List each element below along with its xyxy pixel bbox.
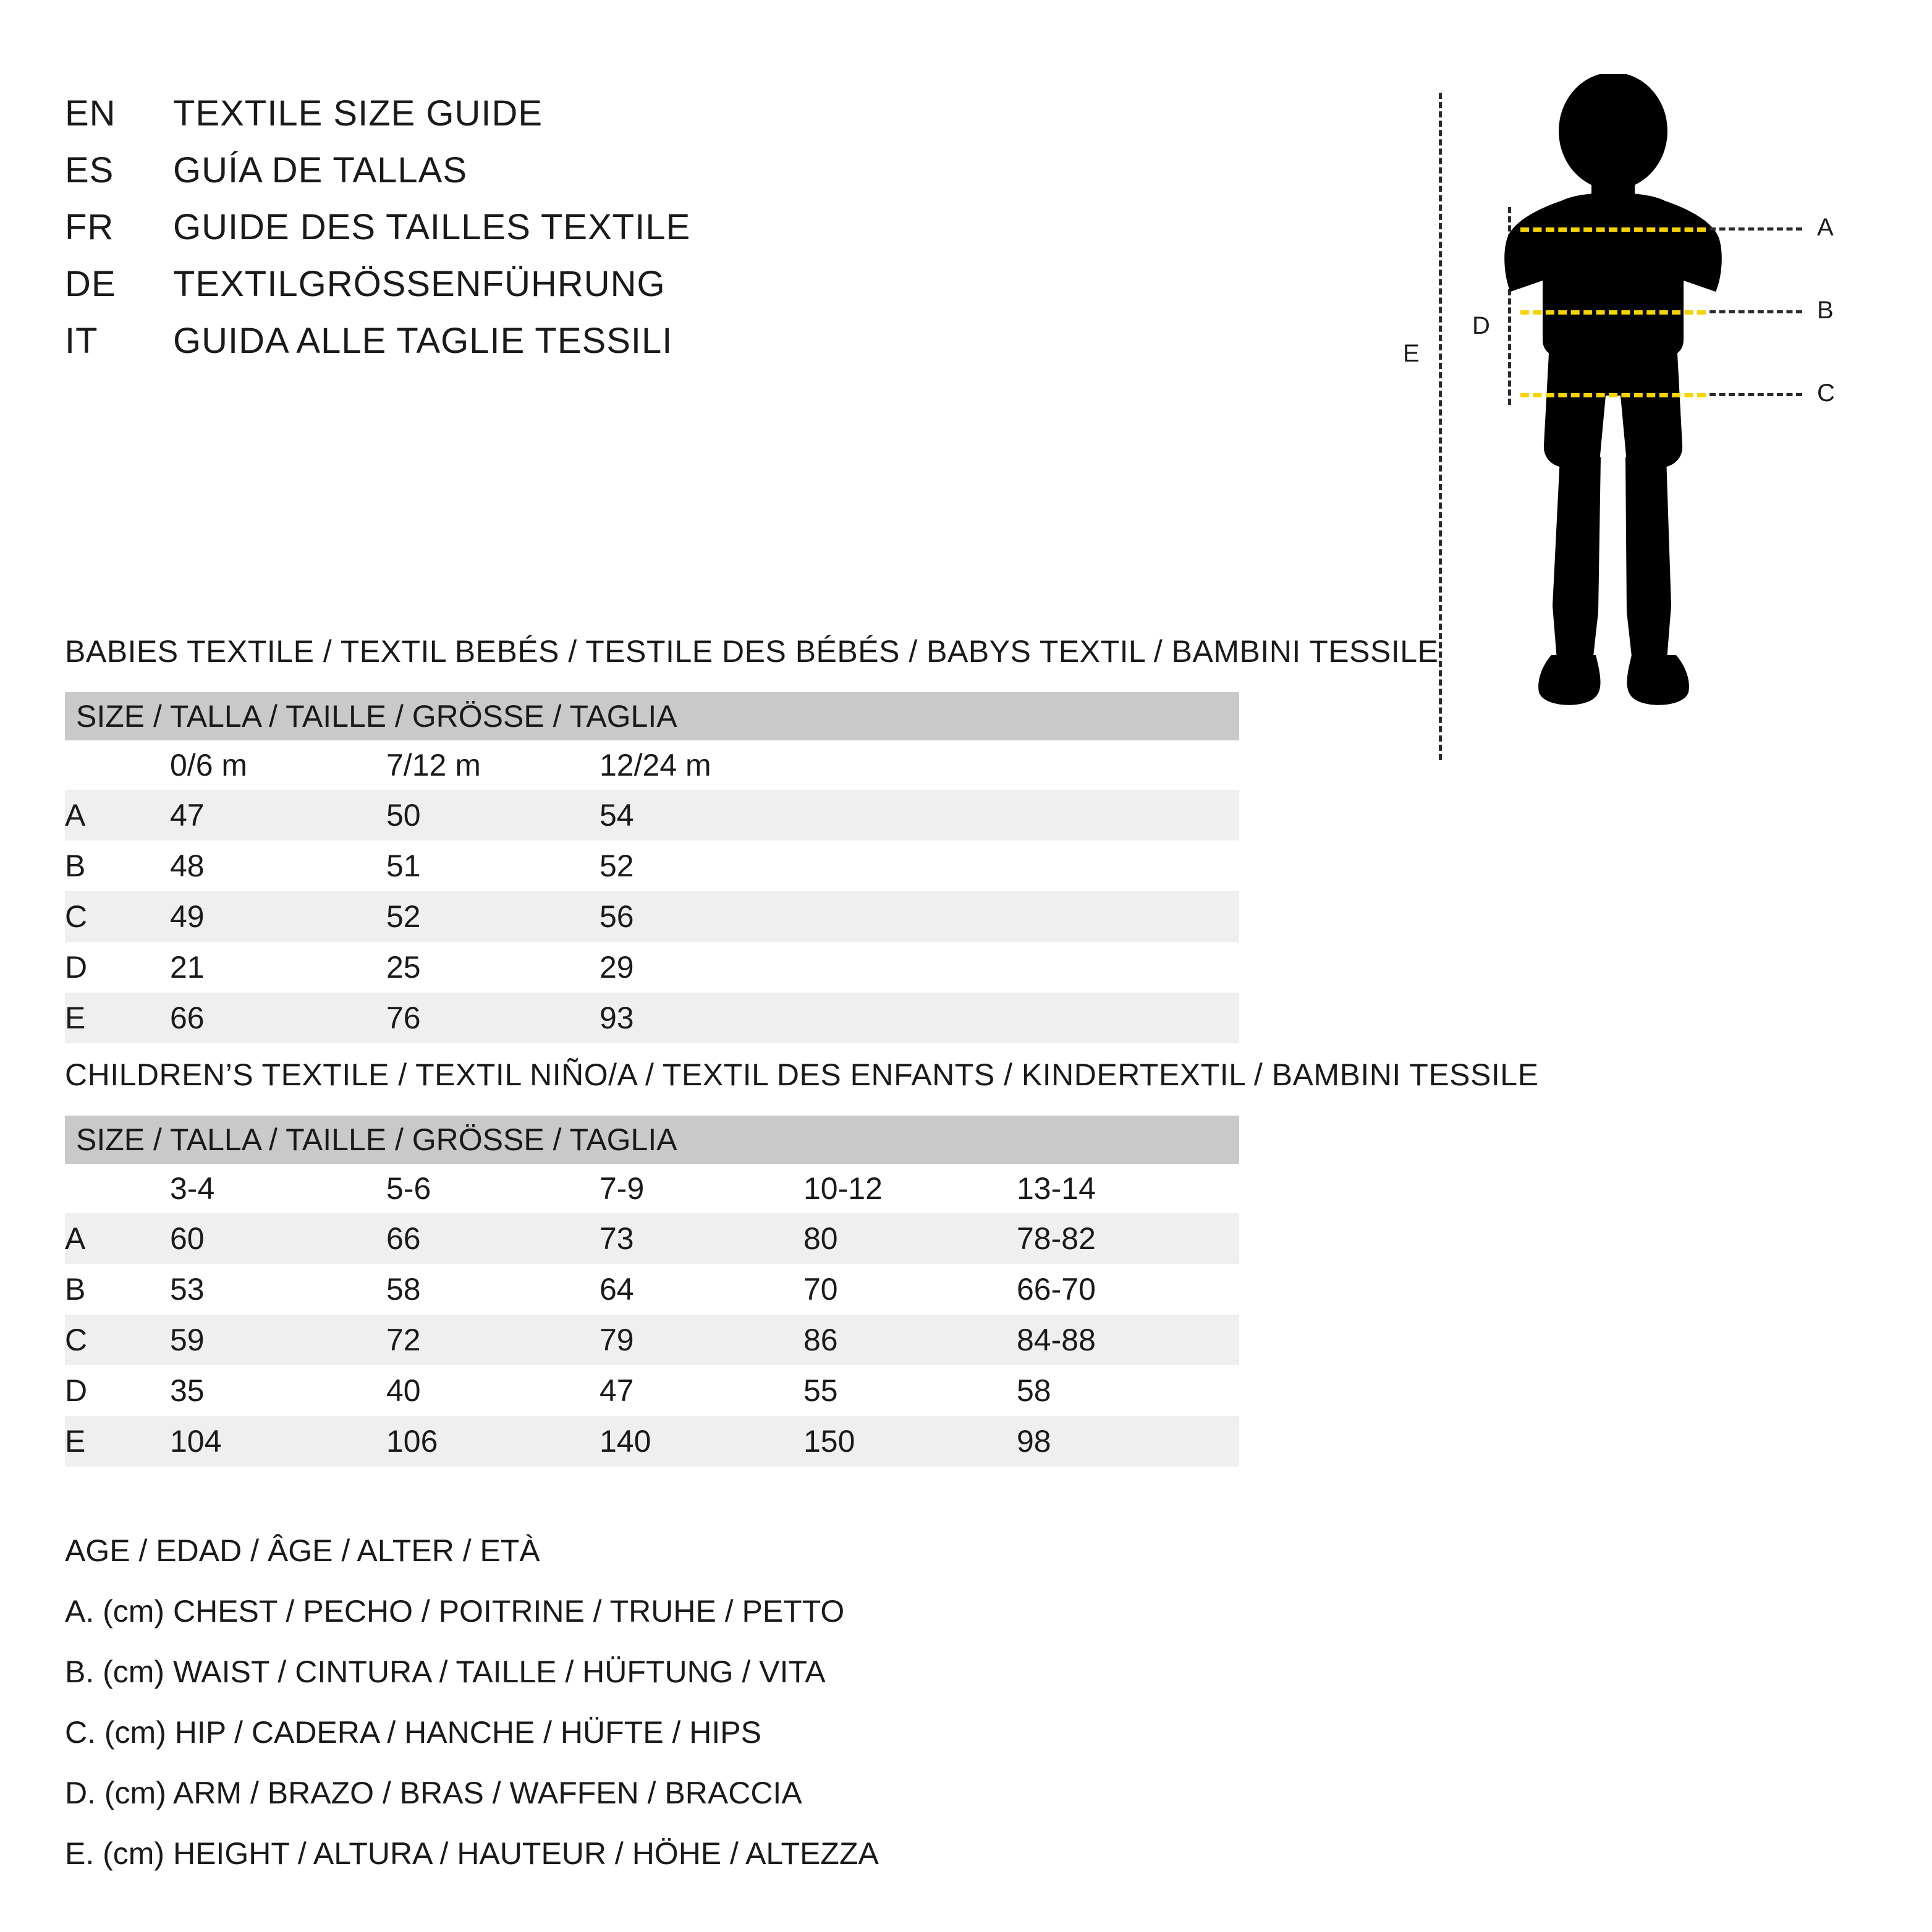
children-size-table — [65, 1116, 1239, 1467]
babies-row-key: E — [65, 993, 170, 1043]
legend-item-d: D. (cm) ARM / BRAZO / BRAS / WAFFEN / BRACCIA — [65, 1776, 802, 1810]
children-column-headers — [65, 1164, 1239, 1213]
babies-cell: 76 — [386, 993, 600, 1043]
babies-cell: 56 — [600, 891, 1239, 942]
children-cell: 60 — [170, 1213, 386, 1264]
babies-row-key: A — [65, 790, 170, 841]
chest-callout-line-a — [1710, 227, 1802, 231]
language-title: TEXTILGRÖSSENFÜHRUNG — [173, 264, 666, 304]
babies-section-title: BABIES TEXTILE / TEXTIL BEBÉS / TESTILE DES BÉBÉS / BABYS TEXTIL / BAMBINI TESSILE — [65, 634, 1439, 669]
children-section-title: CHILDREN’S TEXTILE / TEXTIL NIÑO/A / TEXTIL DES ENFANTS / KINDERTEXTIL / BAMBINI TESSILE — [65, 1057, 1539, 1092]
language-row-fr — [65, 206, 1239, 263]
children-cell: 80 — [803, 1213, 1017, 1264]
figure-label-b: B — [1817, 297, 1834, 324]
babies-cell: 21 — [170, 942, 386, 993]
children-col-1: 5-6 — [386, 1164, 600, 1213]
language-title: TEXTILE SIZE GUIDE — [173, 93, 543, 133]
children-col-2: 7-9 — [600, 1164, 803, 1213]
children-cell: 40 — [386, 1365, 600, 1416]
legend-item-a: A. (cm) CHEST / PECHO / POITRINE / TRUHE / PETTO — [65, 1594, 845, 1629]
hip-guide-line-c — [1520, 393, 1706, 397]
language-code: ES — [65, 150, 114, 190]
children-cell: 47 — [600, 1365, 803, 1416]
babies-size-table — [65, 692, 1239, 1043]
babies-cell: 48 — [170, 841, 386, 891]
children-cell: 59 — [170, 1315, 386, 1365]
figure-label-d: D — [1472, 312, 1490, 339]
table-row — [65, 993, 1239, 1043]
language-title: GUIDA ALLE TAGLIE TESSILI — [173, 321, 673, 361]
children-cell: 150 — [803, 1416, 1017, 1467]
legend-heading: AGE / EDAD / ÂGE / ALTER / ETÀ — [65, 1533, 540, 1568]
babies-table-band — [65, 692, 1239, 740]
children-col-3: 10-12 — [803, 1164, 1017, 1213]
children-corner-cell — [65, 1164, 170, 1213]
figure-label-c: C — [1817, 379, 1835, 407]
legend-item-c: C. (cm) HIP / CADERA / HANCHE / HÜFTE / HIPS — [65, 1715, 761, 1750]
table-row — [65, 1365, 1239, 1416]
children-cell: 73 — [600, 1213, 803, 1264]
babies-cell: 52 — [386, 891, 600, 942]
language-row-de — [65, 263, 1239, 320]
children-cell: 79 — [600, 1315, 803, 1365]
children-row-key: C — [65, 1315, 170, 1365]
language-row-en — [65, 93, 1239, 150]
children-table-band — [65, 1116, 1239, 1164]
babies-row-key: C — [65, 891, 170, 942]
waist-callout-line-b — [1710, 310, 1802, 313]
table-row — [65, 790, 1239, 841]
babies-cell: 54 — [600, 790, 1239, 841]
table-row — [65, 942, 1239, 993]
children-cell: 86 — [803, 1315, 1017, 1365]
legend-item-b: B. (cm) WAIST / CINTURA / TAILLE / HÜFTUNG / VITA — [65, 1654, 826, 1689]
figure-label-a: A — [1817, 214, 1834, 241]
babies-cell: 93 — [600, 993, 1239, 1043]
children-cell: 104 — [170, 1416, 386, 1467]
children-col-4: 13-14 — [1017, 1164, 1239, 1213]
language-code: DE — [65, 264, 116, 304]
children-row-key: B — [65, 1264, 170, 1315]
children-cell: 66 — [386, 1213, 600, 1264]
language-title: GUÍA DE TALLAS — [173, 150, 468, 190]
table-row — [65, 1416, 1239, 1467]
babies-col-2: 12/24 m — [600, 740, 1239, 790]
babies-column-headers — [65, 740, 1239, 790]
table-row — [65, 1315, 1239, 1365]
table-row — [65, 1264, 1239, 1315]
language-code: FR — [65, 207, 114, 247]
babies-cell: 52 — [600, 841, 1239, 891]
children-cell: 78-82 — [1017, 1213, 1239, 1264]
measurement-legend — [65, 1520, 879, 1884]
language-code: IT — [65, 321, 98, 361]
babies-row-key: D — [65, 942, 170, 993]
children-band-label: SIZE / TALLA / TAILLE / GRÖSSE / TAGLIA — [65, 1116, 1239, 1164]
language-row-es — [65, 150, 1239, 206]
hip-callout-line-c — [1710, 393, 1802, 396]
language-row-it — [65, 320, 1239, 377]
babies-corner-cell — [65, 740, 170, 790]
babies-cell: 25 — [386, 942, 600, 993]
children-cell: 53 — [170, 1264, 386, 1315]
babies-cell: 50 — [386, 790, 600, 841]
measurement-figure — [1391, 74, 1885, 785]
babies-col-0: 0/6 m — [170, 740, 386, 790]
babies-cell: 49 — [170, 891, 386, 942]
children-cell: 58 — [386, 1264, 600, 1315]
babies-cell: 29 — [600, 942, 1239, 993]
children-cell: 84-88 — [1017, 1315, 1239, 1365]
children-col-0: 3-4 — [170, 1164, 386, 1213]
child-silhouette-icon — [1483, 74, 1743, 729]
children-cell: 55 — [803, 1365, 1017, 1416]
language-title: GUIDE DES TAILLES TEXTILE — [173, 207, 691, 247]
table-row — [65, 841, 1239, 891]
children-row-key: A — [65, 1213, 170, 1264]
figure-label-e: E — [1403, 340, 1420, 367]
babies-cell: 66 — [170, 993, 386, 1043]
children-row-key: D — [65, 1365, 170, 1416]
babies-band-label: SIZE / TALLA / TAILLE / GRÖSSE / TAGLIA — [65, 692, 1239, 740]
children-cell: 140 — [600, 1416, 803, 1467]
language-code: EN — [65, 93, 116, 133]
babies-cell: 51 — [386, 841, 600, 891]
children-cell: 58 — [1017, 1365, 1239, 1416]
babies-cell: 47 — [170, 790, 386, 841]
legend-item-e: E. (cm) HEIGHT / ALTURA / HAUTEUR / HÖHE / ALTEZZA — [65, 1836, 879, 1871]
children-cell: 66-70 — [1017, 1264, 1239, 1315]
children-cell: 72 — [386, 1315, 600, 1365]
children-cell: 106 — [386, 1416, 600, 1467]
children-cell: 35 — [170, 1365, 386, 1416]
children-cell: 64 — [600, 1264, 803, 1315]
waist-guide-line-b — [1520, 310, 1706, 315]
table-row — [65, 891, 1239, 942]
children-row-key: E — [65, 1416, 170, 1467]
chest-guide-line-a — [1520, 227, 1706, 232]
table-row — [65, 1213, 1239, 1264]
language-header-list — [65, 93, 1239, 377]
children-cell: 70 — [803, 1264, 1017, 1315]
height-guide-line-e — [1439, 93, 1442, 760]
children-cell: 98 — [1017, 1416, 1239, 1467]
babies-col-1: 7/12 m — [386, 740, 600, 790]
babies-row-key: B — [65, 841, 170, 891]
